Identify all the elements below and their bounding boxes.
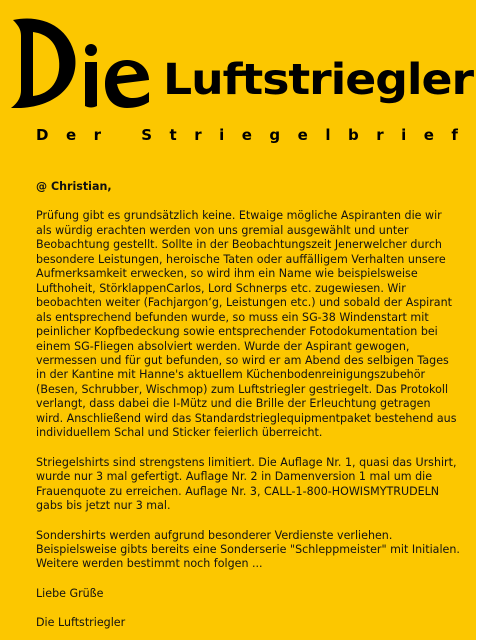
letter-paragraph: Prüfung gibt es grundsätzlich keine. Etwaige mögliche Aspiranten die wir als würdig erachten werden von uns gremial ausgewählt und unter Beobachtung gestellt. Sollte in der Beobachtungszeit Jenerwelcher durch besondere Leistungen, heroische Taten oder auffälligem Verhalten unsere Aufmerksamkeit erwecken, so wird ihm ein Name wie beispielsweise Lufthoheit, StörklappenCarlos, Lord Schnerps etc. zugewiesen. Wir beobachten weiter (Fachjargon‘g, Leistungen etc.) und sobald der Aspirant als entsprechend befunden wurde, so muss ein SG-38 Windenstart mit peinlicher Kopfbedeckung sowie entsprechender Fotodokumentation bei einem SG-Fliegen absolviert werden. Wurde der Aspirant gewogen, vermessen und für gut befunden, so wird er am Abend des selbigen Tages in der Kantine mit Hanne's aktuellem Küchenbodenreinigungszubehör (Besen, Schrubber, Wischmop) zum Luftstriegler gestriegelt. Das Protokoll verlangt, dass dabei die I-Mütz und die Brille der Erleuchtung getragen wird. Anschließend wird das Standardstrieglequipmentpaket bestehend aus individuellem Schal und Sticker feierlich überreicht. bbox=[36, 209, 457, 440]
letter-paragraph: Striegelshirts sind strengstens limitiert. Die Auflage Nr. 1, quasi das Urshirt, wurde nur 3 mal gefertigt. Auflage Nr. 2 in Damenversion 1 mal um die Frauenquote zu erreichen. Auflage Nr. 3, CALL-1-800-HOWISMYTRUDELN gabs bis jetzt nur 3 mal. bbox=[36, 455, 457, 513]
logo-graphic bbox=[3, 8, 477, 110]
logo bbox=[3, 8, 477, 110]
window-edge bbox=[476, 0, 482, 640]
logo-wordmark: Luftstriegler bbox=[163, 55, 475, 105]
letter-closing: Liebe Grüße bbox=[36, 586, 104, 600]
letter-paragraph: Sondershirts werden aufgrund besonderer Verdienste verliehen. Beispielsweise gibts bereits eine Sonderserie "Schleppmeister" mit Initialen. Weitere werden bestimmt noch folgen ... bbox=[36, 528, 460, 571]
letter-body bbox=[36, 180, 460, 640]
letter-greeting: @ Christian, bbox=[36, 180, 112, 193]
letter-signature: Die Luftstriegler bbox=[36, 616, 126, 630]
page-subtitle: Der Striegelbrief bbox=[36, 126, 476, 144]
